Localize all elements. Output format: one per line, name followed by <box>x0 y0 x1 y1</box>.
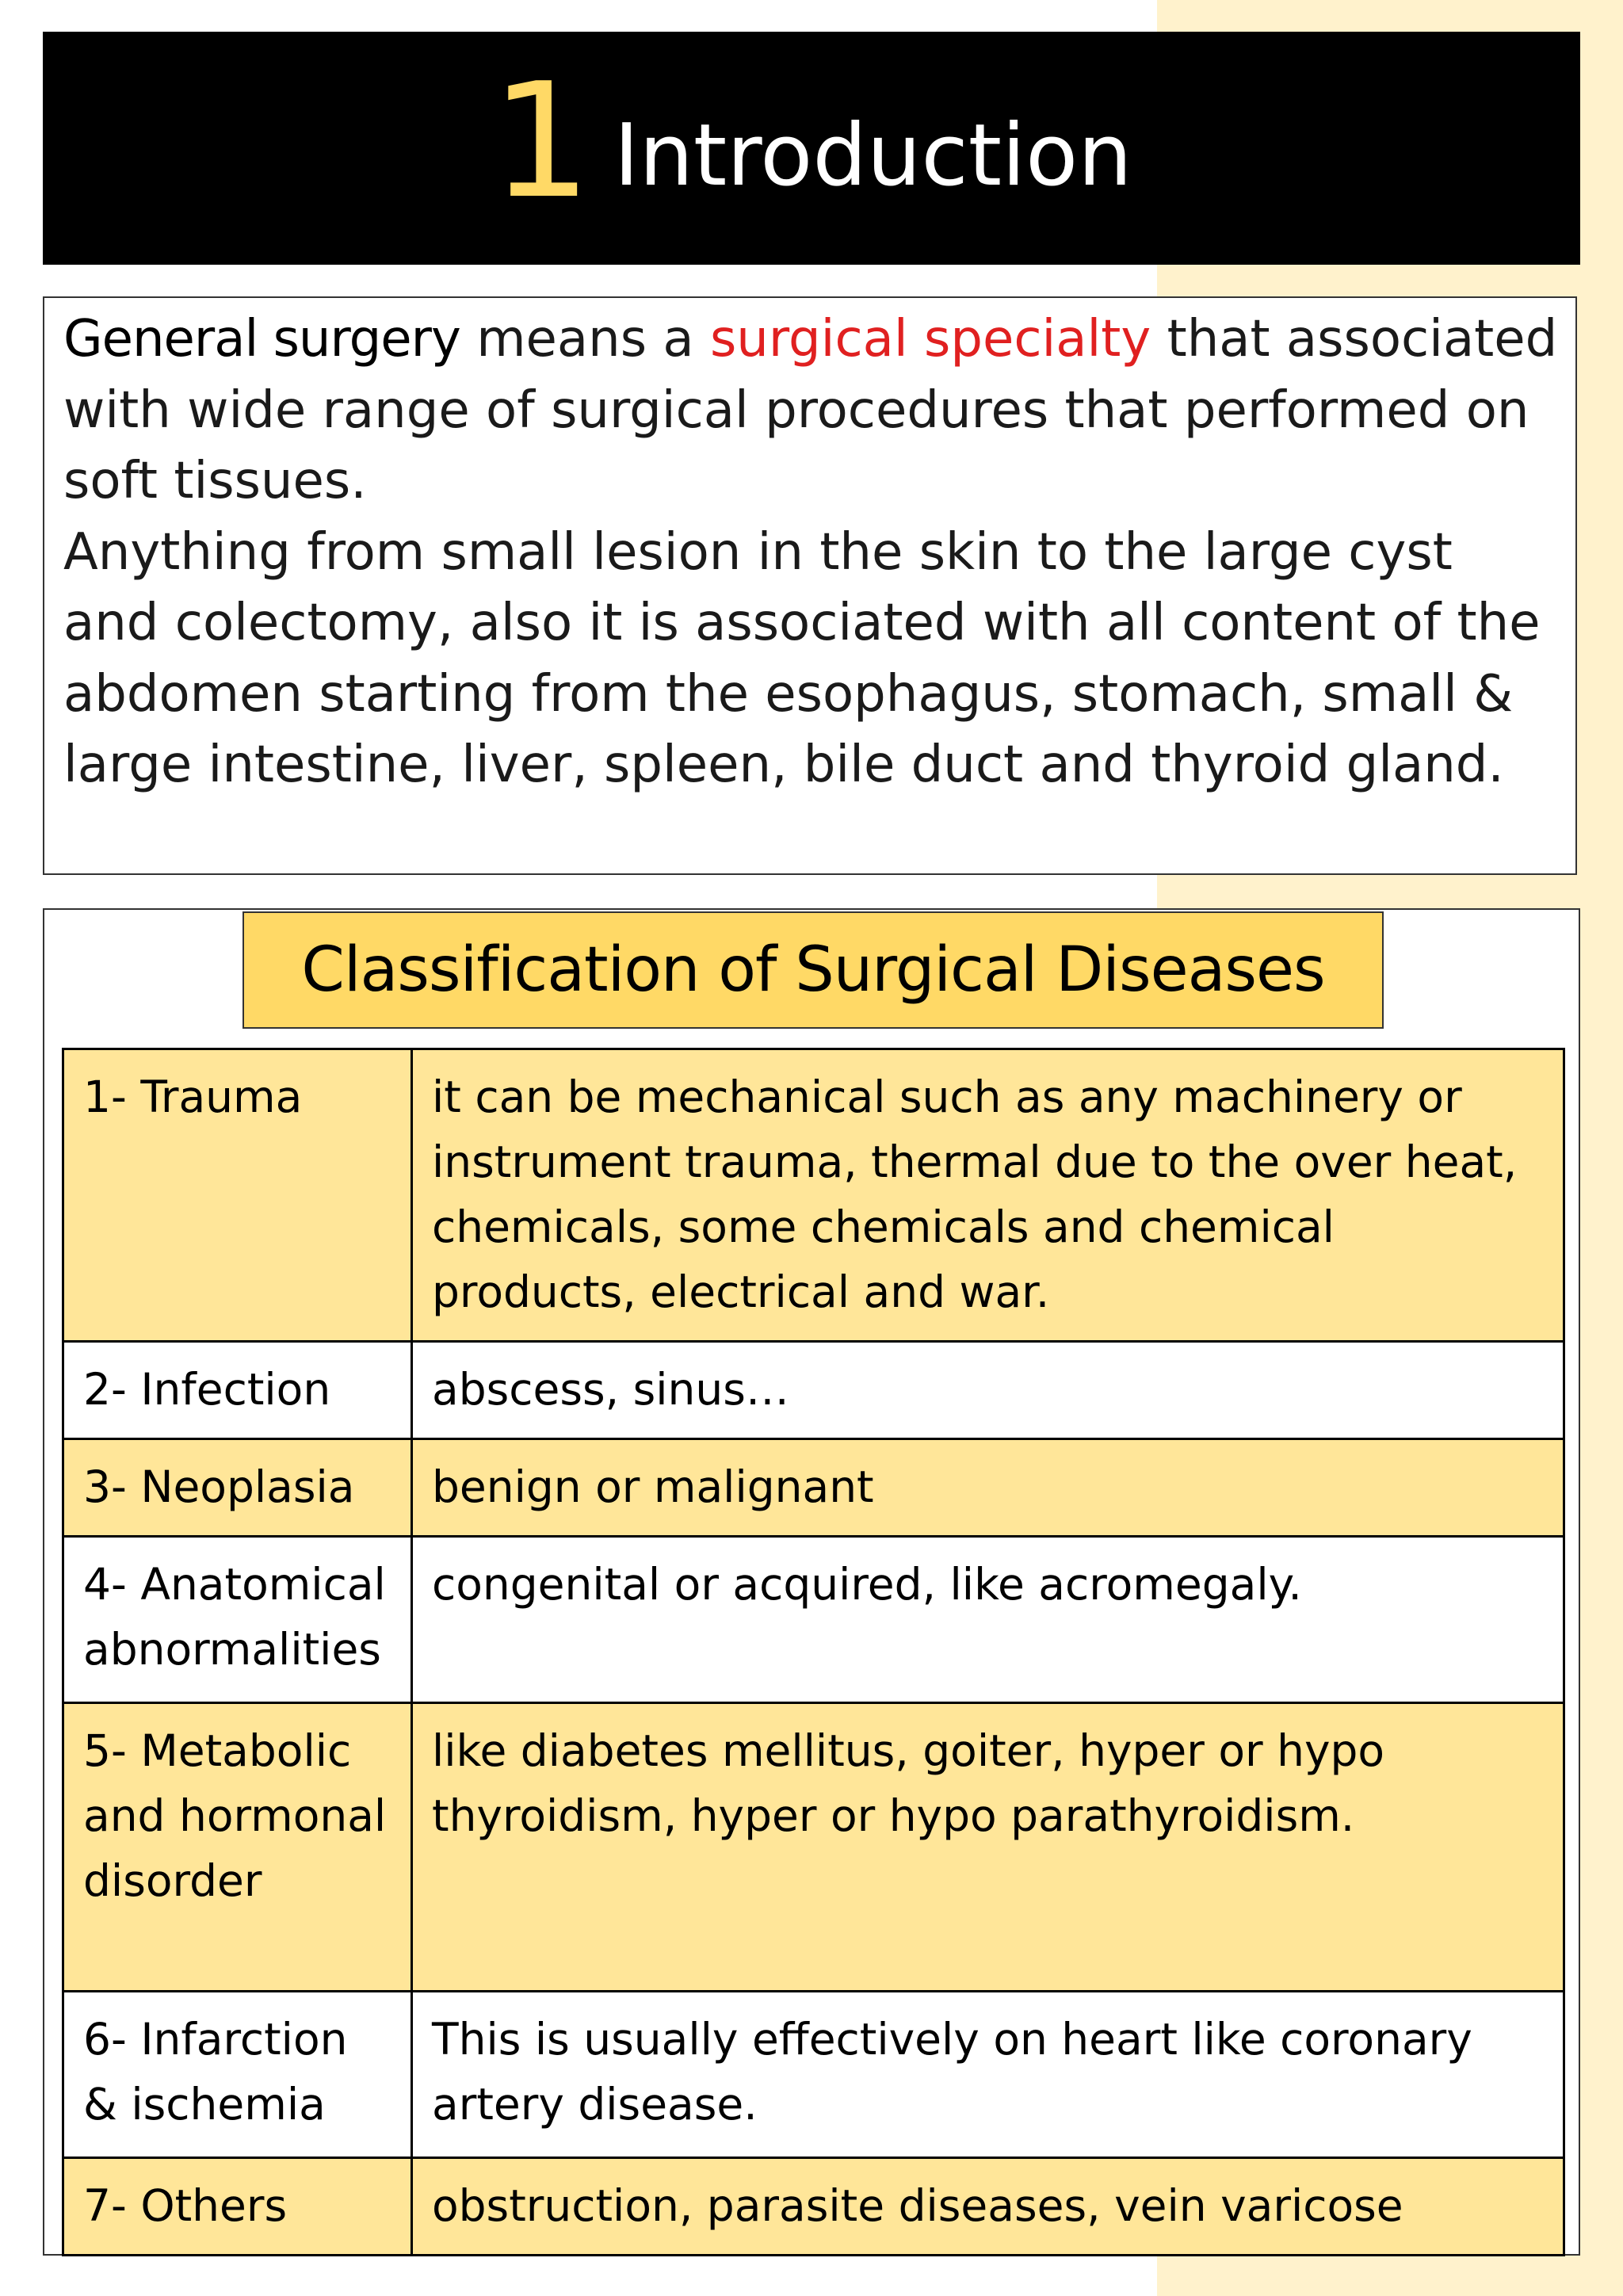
row-label: 1- Trauma <box>63 1049 412 1342</box>
chapter-number: 1 <box>491 49 592 234</box>
intro-term: General surgery <box>63 310 460 369</box>
table-row <box>63 1992 1564 2158</box>
table-row <box>63 1537 1564 1703</box>
table-row <box>63 1439 1564 1537</box>
table-row <box>63 1703 1564 1992</box>
row-description: like diabetes mellitus, goiter, hyper or hypo thyroidism, hyper or hypo parathyroidism. <box>412 1703 1564 1992</box>
row-description: it can be mechanical such as any machinery or instrument trauma, thermal due to the over heat, chemicals, some chemicals and chemical products, electrical and war. <box>412 1049 1564 1342</box>
table-row <box>63 1049 1564 1342</box>
row-description: congenital or acquired, like acromegaly. <box>412 1537 1564 1703</box>
intro-paragraph-2: Anything from small lesion in the skin to the large cyst and colectomy, also it is associated with all content of the abdomen starting from the esophagus, stomach, small & large intestine, liver, spleen, bile duct and thyroid gland. <box>63 522 1541 794</box>
intro-paragraph-1 <box>63 304 1560 518</box>
chapter-title: Introduction <box>613 106 1132 205</box>
row-description: abscess, sinus… <box>412 1342 1564 1439</box>
classification-box <box>43 908 1580 2256</box>
intro-text-after: that associated with wide range of surgical procedures that performed on soft tissues. <box>63 310 1558 510</box>
intro-text-before: means a <box>460 310 710 369</box>
row-label: 4- Anatomical abnormalities <box>63 1537 412 1703</box>
row-description: benign or malignant <box>412 1439 1564 1537</box>
classification-title: Classification of Surgical Diseases <box>242 911 1384 1029</box>
row-label: 3- Neoplasia <box>63 1439 412 1537</box>
row-description: obstruction, parasite diseases, vein varicose <box>412 2158 1564 2256</box>
classification-table <box>62 1048 1565 2256</box>
title-bar <box>43 32 1580 265</box>
row-description: This is usually effectively on heart like coronary artery disease. <box>412 1992 1564 2158</box>
intro-box <box>43 296 1577 875</box>
intro-highlight: surgical specialty <box>709 310 1151 369</box>
table-row <box>63 2158 1564 2256</box>
row-label: 7- Others <box>63 2158 412 2256</box>
row-label: 6- Infarction & ischemia <box>63 1992 412 2158</box>
row-label: 5- Metabolic and hormonal disorder <box>63 1703 412 1992</box>
table-row <box>63 1342 1564 1439</box>
row-label: 2- Infection <box>63 1342 412 1439</box>
